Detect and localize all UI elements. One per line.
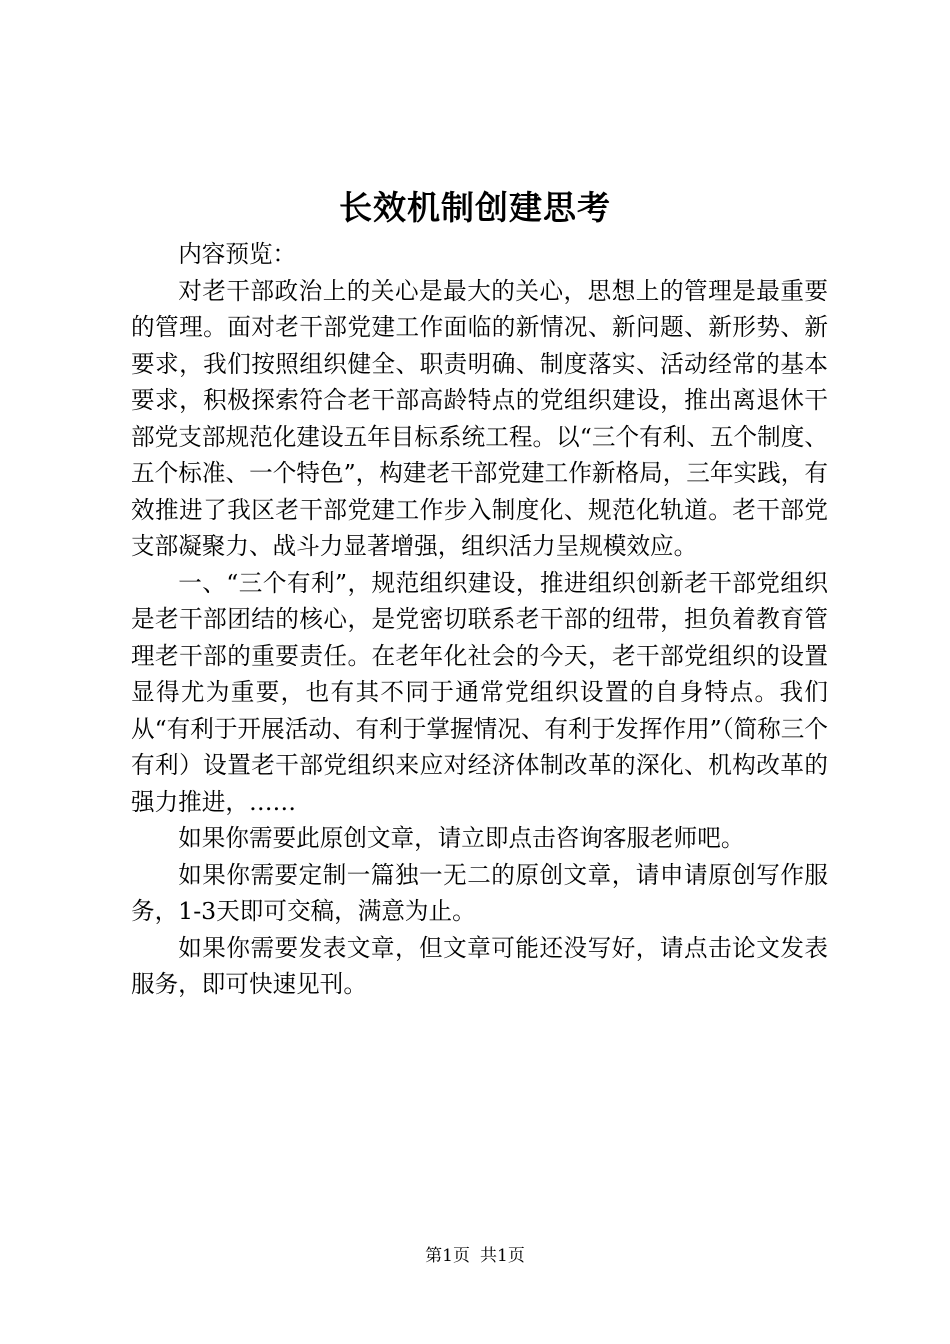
body-paragraph-intro: 对老干部政治上的关心是最大的关心，思想上的管理是最重要的管理。面对老干部党建工作面临的新情况、新问题、新形势、新要求，我们按照组织健全、职责明确、制度落实、活动经常的基本要求，积极探索符合老干部高龄特点的党组织建设，推出离退休干部党支部规范化建设五年目标系统工程。以“三个有利、五个制度、五个标准、一个特色”，构建老干部党建工作新格局，三年实践，有效推进了我区老干部党建工作步入制度化、规范化轨道。老干部党支部凝聚力、战斗力显著增强，组织活力呈规模效应。	[131, 276, 828, 560]
promo-paragraph-publish: 如果你需要发表文章，但文章可能还没写好，请点击论文发表服务，即可快速见刊。	[131, 933, 828, 998]
document-body	[131, 236, 828, 1003]
preview-label: 内容预览：	[178, 240, 297, 268]
body-paragraph-section-one: 一、“三个有利”，规范组织建设，推进组织创新老干部党组织是老干部团结的核心，是党密切联系老干部的纽带，担负着教育管理老干部的重要责任。在老年化社会的今天，老干部党组织的设置显得尤为重要，也有其不同于通常党组织设置的自身特点。我们从“有利于开展活动、有利于掌握情况、有利于发挥作用”（简称三个有利）设置老干部党组织来应对经济体制改革的深化、机构改革的强力推进，……	[131, 568, 828, 816]
promo-paragraph-custom: 如果你需要定制一篇独一无二的原创文章，请申请原创写作服务，1-3天即可交稿，满意为止。	[131, 860, 828, 925]
document-title: 长效机制创建思考	[339, 188, 611, 227]
page-total: 共1页	[480, 1246, 525, 1266]
page-number: 第1页	[425, 1246, 470, 1266]
page-footer	[0, 1245, 950, 1267]
promo-paragraph-consult: 如果你需要此原创文章，请立即点击咨询客服老师吧。	[178, 824, 745, 852]
